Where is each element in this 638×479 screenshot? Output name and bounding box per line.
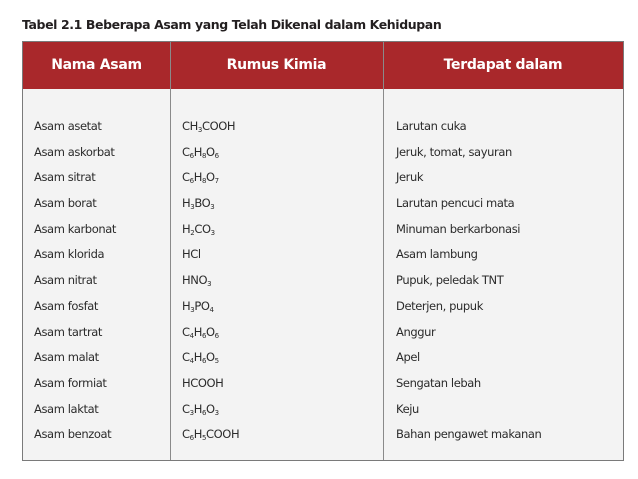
- acid-formula: $H_3PO_4$: [182, 298, 214, 314]
- acid-formula: HCOOH: [182, 375, 224, 390]
- table-row: [23, 345, 623, 371]
- table-row: [23, 114, 623, 140]
- table-row: [23, 397, 623, 423]
- acid-source: Keju: [396, 401, 419, 416]
- acid-name: Asam tartrat: [34, 324, 103, 339]
- acid-source: Larutan pencuci mata: [396, 196, 515, 211]
- acid-formula: $C_3H_6O_3$: [182, 401, 219, 417]
- acid-name: Asam askorbat: [34, 144, 115, 159]
- acid-source: Minuman berkarbonasi: [396, 221, 521, 236]
- acid-name: Asam borat: [34, 196, 97, 211]
- table-row: [23, 191, 623, 217]
- table-header-row: [23, 42, 623, 89]
- table-body: [23, 114, 623, 448]
- header-formula: Rumus Kimia: [226, 57, 327, 73]
- acid-source: Apel: [396, 350, 420, 365]
- table-row: [23, 268, 623, 294]
- acid-source: Pupuk, peledak TNT: [396, 273, 504, 288]
- acid-source: Anggur: [396, 324, 436, 339]
- table-row: [23, 320, 623, 346]
- table-caption: Tabel 2.1 Beberapa Asam yang Telah Dikenal dalam Kehidupan: [22, 17, 442, 32]
- header-found-in: Terdapat dalam: [443, 57, 563, 73]
- table-row: [23, 165, 623, 191]
- acid-formula: $C_4H_6O_6$: [182, 324, 219, 340]
- acid-formula: $CH_3COOH$: [182, 119, 236, 134]
- acid-source: Bahan pengawet makanan: [396, 427, 542, 442]
- acid-source: Deterjen, pupuk: [396, 298, 483, 313]
- acid-name: Asam asetat: [34, 119, 102, 133]
- acid-formula: $C_4H_6O_5$: [182, 350, 219, 366]
- acid-formula: $H_2CO_3$: [182, 221, 215, 237]
- acid-formula: $C_6H_5COOH$: [182, 427, 240, 443]
- table-row: [23, 242, 623, 268]
- acid-name: Asam formiat: [34, 375, 107, 390]
- acid-source: Jeruk, tomat, sayuran: [396, 144, 512, 159]
- acid-name: Asam nitrat: [34, 273, 97, 288]
- table-row: [23, 217, 623, 243]
- acid-name: Asam benzoat: [34, 427, 112, 442]
- acid-name: Asam sitrat: [34, 170, 96, 185]
- acid-formula: $C_6H_8O_7$: [182, 170, 219, 186]
- acid-formula: $HNO_3$: [182, 273, 212, 289]
- acid-name: Asam malat: [34, 350, 99, 365]
- acid-name: Asam laktat: [34, 401, 99, 416]
- acid-source: Jeruk: [396, 170, 424, 185]
- table-row: [23, 371, 623, 397]
- table-row: [23, 294, 623, 320]
- acid-source: Sengatan lebah: [396, 375, 481, 390]
- acid-formula: $C_6H_8O_6$: [182, 144, 219, 160]
- table-row: [23, 422, 623, 448]
- acid-table: [22, 41, 624, 461]
- table-row: [23, 140, 623, 166]
- acid-formula: HCl: [182, 247, 201, 262]
- acid-source: Larutan cuka: [396, 119, 467, 133]
- acid-source: Asam lambung: [396, 247, 478, 262]
- acid-formula: $H_3BO_3$: [182, 196, 215, 212]
- header-name: Nama Asam: [51, 57, 142, 73]
- acid-name: Asam fosfat: [34, 298, 99, 313]
- acid-name: Asam klorida: [34, 247, 105, 262]
- acid-name: Asam karbonat: [34, 221, 116, 236]
